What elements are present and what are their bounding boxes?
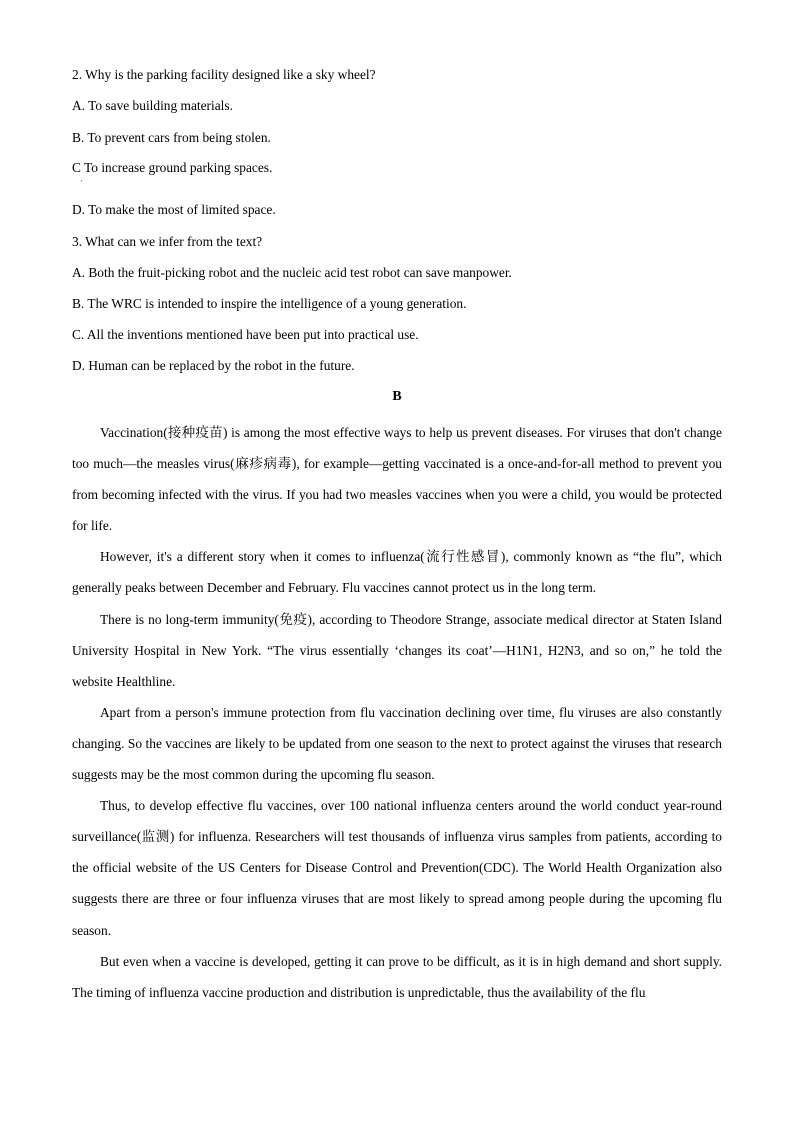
question-3-option-d: D. Human can be replaced by the robot in the future. bbox=[72, 358, 355, 373]
question-2-option-c: C To increase ground parking spaces. bbox=[72, 160, 273, 175]
passage-paragraph-1: Vaccination(接种疫苗) is among the most effective ways to help us prevent diseases. For viruses that don't change too much—the measles virus(麻疹病毒), for example—getting vaccinated is a once-and-for-all method to prevent you from becoming infected with the virus. If you had two measles vaccines when you were a child, you would be protected for life. bbox=[72, 425, 722, 534]
section-heading: B bbox=[392, 389, 402, 404]
question-3-stem: 3. What can we infer from the text? bbox=[72, 234, 263, 249]
passage-paragraph-5: Thus, to develop effective flu vaccines, over 100 national influenza centers around the world conduct year-round surveillance(监测) for influenza. Researchers will test thousands of influenza virus samples from patients, according to the official website of the US Centers for Disease Control and Prevention(CDC). The World Health Organization also suggests there are three or four influenza viruses that are most likely to spread among people during the upcoming flu season. bbox=[72, 798, 722, 938]
passage-paragraph-6: But even when a vaccine is developed, getting it can prove to be difficult, as it is in high demand and short supply. The timing of influenza vaccine production and distribution is unpredictable, thus the availability of the flu bbox=[72, 953, 722, 1000]
passage-paragraph-3: There is no long-term immunity(免疫), according to Theodore Strange, associate medical director at Staten Island University Hospital in New York. “The virus essentially ‘changes its coat’—H1N1, H2N3, and so on,” he told the website Healthline. bbox=[72, 611, 722, 689]
question-3-option-c: C. All the inventions mentioned have been put into practical use. bbox=[72, 327, 419, 342]
question-2-stem: 2. Why is the parking facility designed like a sky wheel? bbox=[72, 67, 376, 82]
question-2-option-b: B. To prevent cars from being stolen. bbox=[72, 130, 271, 145]
reading-passage bbox=[72, 417, 722, 1008]
passage-paragraph-4: Apart from a person's immune protection from flu vaccination declining over time, flu viruses are also constantly changing. So the vaccines are likely to be updated from one season to the next to protect against the viruses that research suggests may be the most common during the upcoming flu season. bbox=[72, 704, 722, 783]
passage-paragraph-2: However, it's a different story when it comes to influenza(流行性感冒), commonly known as “the flu”, which generally peaks between December and February. Flu vaccines cannot protect us in the long term. bbox=[72, 549, 722, 596]
option-c-dot-mark: · bbox=[80, 177, 83, 186]
question-2-option-d: D. To make the most of limited space. bbox=[72, 202, 276, 217]
question-3-option-a: A. Both the fruit-picking robot and the nucleic acid test robot can save manpower. bbox=[72, 265, 512, 280]
question-2-option-a: A. To save building materials. bbox=[72, 98, 233, 113]
question-3-option-b: B. The WRC is intended to inspire the intelligence of a young generation. bbox=[72, 296, 467, 311]
